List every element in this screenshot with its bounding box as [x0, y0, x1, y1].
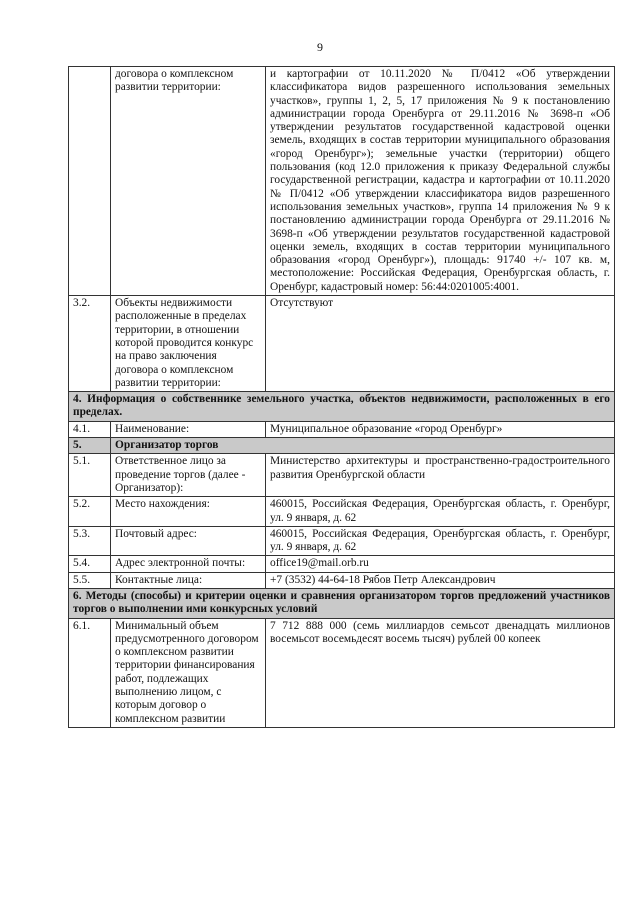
- row-number: [69, 67, 111, 296]
- row-number: 6.1.: [69, 618, 111, 727]
- section-header: [69, 438, 615, 454]
- section-header: [69, 392, 615, 422]
- row-label: Место нахождения:: [111, 497, 266, 527]
- row-number: 5.3.: [69, 526, 111, 556]
- row-value: office19@mail.orb.ru: [266, 556, 615, 572]
- row-label: договора о комплексном развитии территории:: [111, 67, 266, 296]
- table-row: [69, 454, 615, 497]
- row-label: Адрес электронной почты:: [111, 556, 266, 572]
- table-row: [69, 296, 615, 392]
- row-label: Минимальный объем предусмотренного договором о комплексном развитии территории финансирования работ, подлежащих выполнению лицом, с которым договор о комплексном развитии: [111, 618, 266, 727]
- row-number: 5.2.: [69, 497, 111, 527]
- document-table: [68, 66, 615, 728]
- table-row: [69, 497, 615, 527]
- table-row: [69, 421, 615, 437]
- section-header: [69, 588, 615, 618]
- row-number: 3.2.: [69, 296, 111, 392]
- table-row: [69, 618, 615, 727]
- row-label: Почтовый адрес:: [111, 526, 266, 556]
- table-row: [69, 67, 615, 296]
- section-title: Организатор торгов: [111, 438, 615, 454]
- section-title: 6. Методы (способы) и критерии оценки и сравнения организатором торгов предложений участников торгов о выполнении ими конкурсных условий: [69, 588, 615, 618]
- row-label: Контактные лица:: [111, 572, 266, 588]
- row-value: Министерство архитектуры и пространственно-градостроительного развития Оренбургской области: [266, 454, 615, 497]
- section-title: 4. Информация о собственнике земельного участка, объектов недвижимости, расположенных в его пределах.: [69, 392, 615, 422]
- row-number: 5.5.: [69, 572, 111, 588]
- row-label: Объекты недвижимости расположенные в пределах территории, в отношении которой проводится конкурс на право заключения договора о комплексном развитии территории:: [111, 296, 266, 392]
- row-value: 460015, Российская Федерация, Оренбургская область, г. Оренбург, ул. 9 января, д. 62: [266, 497, 615, 527]
- table-row: [69, 526, 615, 556]
- row-label: Ответственное лицо за проведение торгов (далее - Организатор):: [111, 454, 266, 497]
- row-value: 460015, Российская Федерация, Оренбургская область, г. Оренбург, ул. 9 января, д. 62: [266, 526, 615, 556]
- section-number: 5.: [69, 438, 111, 454]
- row-number: 4.1.: [69, 421, 111, 437]
- row-number: 5.1.: [69, 454, 111, 497]
- row-value: и картографии от 10.11.2020 № П/0412 «Об утверждении классификатора видов разрешенного использования земельных участков», группы 1, 2, 5, 17 приложения № 9 к постановлению администрации города Оренбурга от 29.11.2016 № 3698-п «Об утверждении результатов государственной кадастровой оценки земель, входящих в состав территории муниципального образования «город Оренбург»); земельные участки (территории) общего пользования (код 12.0 приложения к приказу Федеральной службы государственной регистрации, кадастра и картографии от 10.11.2020 № П/0412 «Об утверждении классификатора видов разрешенного использования земельных участков», группа 14 приложения № 9 к постановлению администрации города Оренбурга от 29.11.2016 № 3698-п «Об утверждении результатов государственной кадастровой оценки земель, входящих в состав территории муниципального образования «город Оренбург»), площадь: 91740 +/- 107 кв. м, местоположение: Российская Федерация, Оренбургская область, г. Оренбург, кадастровый номер: 56:44:0201005:4001.: [266, 67, 615, 296]
- table-row: [69, 556, 615, 572]
- row-label: Наименование:: [111, 421, 266, 437]
- row-value: Отсутствуют: [266, 296, 615, 392]
- row-value: Муниципальное образование «город Оренбург»: [266, 421, 615, 437]
- row-value: 7 712 888 000 (семь миллиардов семьсот двенадцать миллионов восемьсот восемьдесят восемь тысяч) рублей 00 копеек: [266, 618, 615, 727]
- row-value: +7 (3532) 44-64-18 Рябов Петр Александрович: [266, 572, 615, 588]
- page-number: 9: [317, 40, 323, 54]
- row-number: 5.4.: [69, 556, 111, 572]
- table-row: [69, 572, 615, 588]
